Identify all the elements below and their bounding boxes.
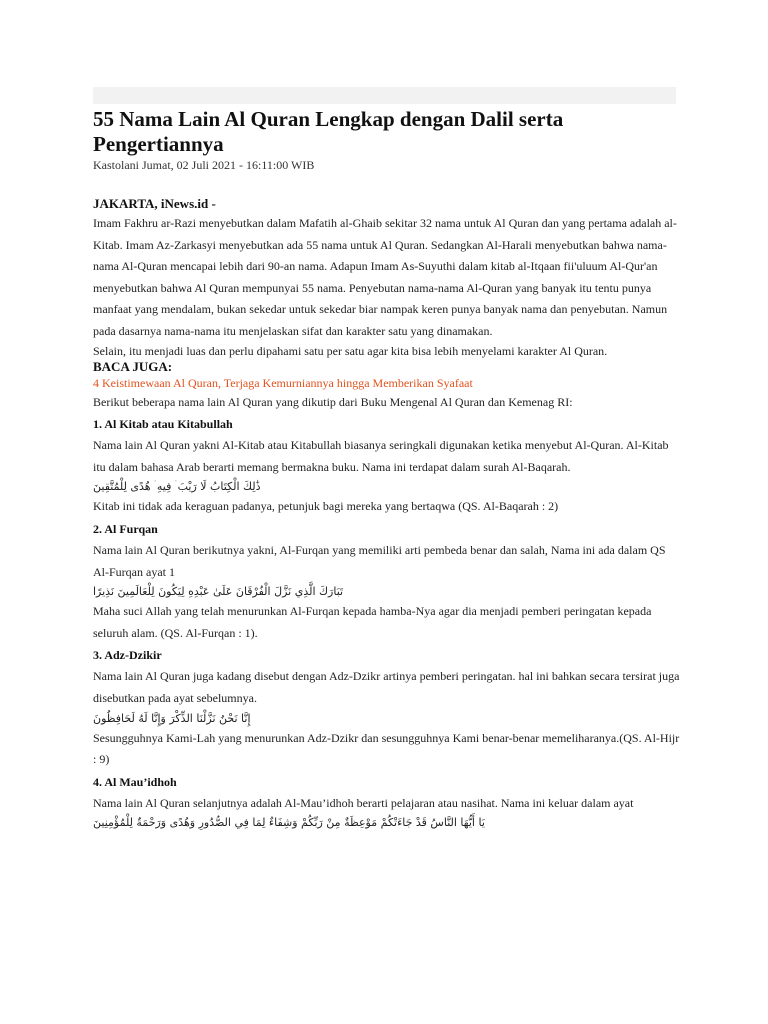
arabic-verse: ذَٰلِكَ الْكِتَابُ لَا رَيْبَ ۛ فِيهِ ۛ هُدًى لِلْمُتَّقِينَ xyxy=(93,480,261,494)
article-meta: Kastolani Jumat, 02 Juli 2021 - 16:11:00 WIB xyxy=(93,158,315,172)
article-dateline: JAKARTA, iNews.id - xyxy=(93,196,216,211)
section-text: Nama lain Al Quran yakni Al-Kitab atau Kitabullah biasanya seringkali digunakan ketika menyebut Al-Quran. Al-Kitab itu dalam bahasa Arab berarti memang bermakna buku. Nama ini terdapat dalam surah Al-Baqarah. xyxy=(93,438,669,474)
baca-juga-label: BACA JUGA: xyxy=(93,358,173,374)
section-text: Nama lain Al Quran selanjutnya adalah Al-Mau’idhoh berarti pelajaran atau nasihat. Nama ini keluar dalam ayat xyxy=(93,795,634,810)
arabic-verse: تَبَارَكَ الَّذِي نَزَّلَ الْفُرْقَانَ عَلَىٰ عَبْدِهِ لِيَكُونَ لِلْعَالَمِينَ نَذِيرًا xyxy=(93,585,344,599)
verse-translation: Maha suci Allah yang telah menurunkan Al-Furqan kepada hamba-Nya agar dia menjadi pemberi peringatan kepada seluruh alam. (QS. Al-Furqan : 1). xyxy=(93,604,652,640)
verse-translation: Sesungguhnya Kami-Lah yang menurunkan Adz-Dzikr dan sesungguhnya Kami benar-benar memeliharanya.(QS. Al-Hijr : 9) xyxy=(93,730,680,767)
article-content xyxy=(93,107,683,832)
article-paragraph-2: Selain, itu menjadi luas dan perlu dipahami satu per satu agar kita bisa lebih menyelami karakter Al Quran. xyxy=(93,343,608,358)
section-text: Nama lain Al Quran berikutnya yakni, Al-Furqan yang memiliki arti pembeda benar dan salah, Nama ini ada dalam QS Al-Furqan ayat 1 xyxy=(93,542,666,579)
section-heading: 1. Al Kitab atau Kitabullah xyxy=(93,417,233,432)
section-heading: 3. Adz-Dzikir xyxy=(93,648,162,663)
arabic-verse: إِنَّا نَحْنُ نَزَّلْنَا الذِّكْرَ وَإِنَّا لَهُ لَحَافِظُونَ xyxy=(93,711,251,725)
top-bar xyxy=(93,87,676,104)
section-heading: 2. Al Furqan xyxy=(93,521,158,536)
article-paragraph-1: Imam Fakhru ar-Razi menyebutkan dalam Mafatih al-Ghaib sekitar 32 nama untuk Al Quran dan yang pertama adalah al-Kitab. Imam Az-Zarkasyi menyebutkan ada 55 nama untuk Al Quran. Sedangkan Al-Harali menyebutkan bahwa nama-nama Al-Quran mencapai lebih dari 90-an nama. Adapun Imam As-Suyuthi dalam kitab al-Itqaan fii'uluum Al-Qur'an menyebutkan bahwa Al Quran mempunyai 55 nama. Penyebutan nama-nama Al-Quran yang banyak itu tentu punya manfaat yang mendalam, bukan sekedar untuk sekedar biar nampak keren punya banyak nama dan penyebutan. Namun pada dasarnya nama-nama itu menjelaskan sifat dan karakter satu yang dinamakan. xyxy=(93,216,677,338)
verse-translation: Kitab ini tidak ada keraguan padanya, petunjuk bagi mereka yang bertaqwa (QS. Al-Baqarah : 2) xyxy=(93,499,559,514)
section-heading: 4. Al Mau’idhoh xyxy=(93,774,177,789)
section-text: Nama lain Al Quran juga kadang disebut dengan Adz-Dzikr artinya pemberi peringatan. hal ini bahkan secara tersirat juga disebutkan pada ayat sebelumnya. xyxy=(93,669,680,705)
article-intro: Berikut beberapa nama lain Al Quran yang dikutip dari Buku Mengenal Al Quran dan Kemenag RI: xyxy=(93,394,573,409)
arabic-verse: يَا أَيُّهَا النَّاسُ قَدْ جَاءَتْكُمْ مَوْعِظَةٌ مِنْ رَبِّكُمْ وَشِفَاءٌ لِمَا فِي الصُّدُورِ وَهُدًى وَرَحْمَةٌ لِلْمُؤْمِنِينَ xyxy=(93,816,485,830)
article-title: 55 Nama Lain Al Quran Lengkap dengan Dalil serta Pengertiannya xyxy=(93,107,564,156)
related-article-link[interactable]: 4 Keistimewaan Al Quran, Terjaga Kemurniannya hingga Memberikan Syafaat xyxy=(93,375,473,390)
